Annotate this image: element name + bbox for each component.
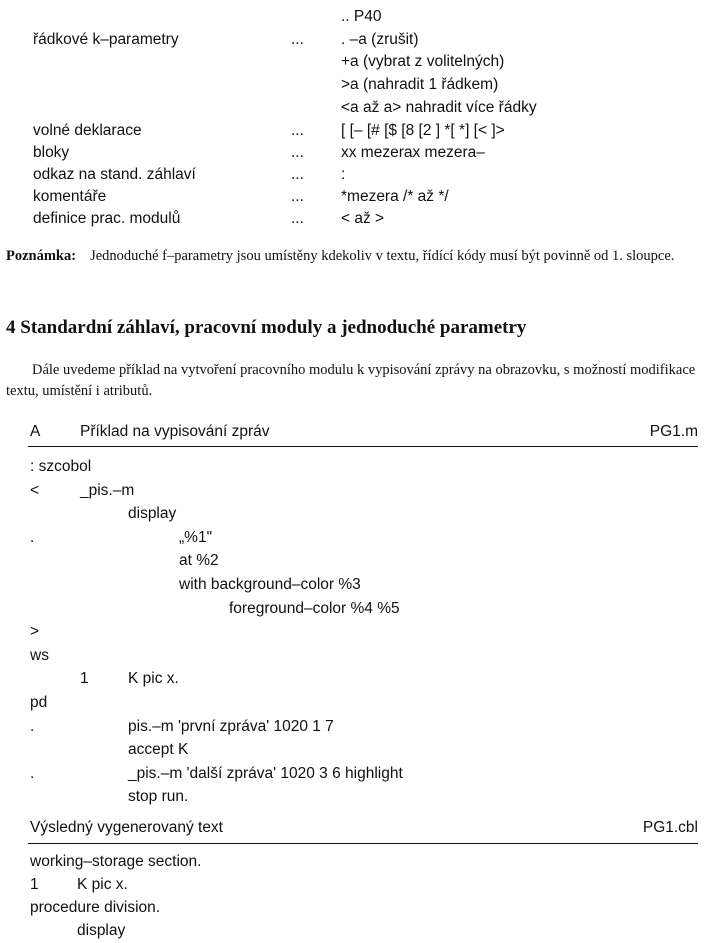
parameter-dots: ... [291,166,304,183]
code-line [0,620,705,643]
param-top-value: .. P40 [341,8,382,25]
code-token: K pic x. [128,670,179,687]
code-line [0,526,705,549]
parameter-dots: ... [291,31,304,48]
code-token: . [30,718,35,735]
result-divider [28,843,698,844]
result-filename: PG1.cbl [642,819,698,836]
parameter-value: : [341,166,346,183]
note-paragraph [6,246,696,267]
code-line [0,573,705,596]
section-heading: 4 Standardní záhlaví, pracovní moduly a jednoduché parametry [6,317,527,338]
parameter-value: < až > [341,210,385,227]
code-token: with background–color %3 [179,576,361,593]
parameter-row [0,141,705,163]
code-token: stop run. [128,788,189,805]
example-title: Příklad na vypisování zpráv [80,423,270,440]
code-token: K pic x. [77,876,128,893]
code-line [0,667,705,690]
parameter-label: volné deklarace [33,122,142,139]
parameter-label: komentáře [33,188,107,205]
code-token: pis.–m 'první zpráva' 1020 1 7 [128,718,334,735]
parameter-row [0,207,705,229]
parameter-label: definice prac. modulů [33,210,181,227]
parameter-dots: ... [291,210,304,227]
parameter-dots: ... [291,144,304,161]
code-line [0,644,705,667]
parameter-value: xx mezerax mezera– [341,144,485,161]
code-line [0,762,705,785]
code-line [0,785,705,808]
parameter-row [0,185,705,207]
result-line [0,873,705,896]
code-token: _pis.–m 'další zpráva' 1020 3 6 highlight [128,765,403,782]
result-title: Výsledný vygenerovaný text [30,819,223,836]
code-token: accept K [128,741,189,758]
parameter-row [0,163,705,185]
parameter-row [0,28,705,50]
example-letter: A [30,423,41,440]
parameter-label: řádkové k–parametry [33,31,179,48]
code-line [0,455,705,478]
result-line [0,919,705,942]
parameter-label: odkaz na stand. záhlaví [33,166,196,183]
parameter-value: <a až a> nahradit více řádky [341,99,537,116]
code-line [0,549,705,572]
code-token: ws [30,647,49,664]
code-token: procedure division. [30,899,161,916]
code-token: _pis.–m [80,482,135,499]
parameter-label: bloky [33,144,70,161]
code-token: „%1" [179,529,213,546]
example-filename: PG1.m [649,423,698,440]
code-token: > [30,623,40,640]
parameter-dots: ... [291,188,304,205]
result-line [0,850,705,873]
code-line [0,715,705,738]
result-header [30,816,698,846]
section-intro: Dále uvedeme příklad na vytvoření pracovního modulu k vypisování zprávy na obrazovku, s možností modifikace textu, umístění i atributů. [6,362,696,399]
example-divider [28,446,698,447]
code-token: pd [30,694,48,711]
note-label: Poznámka: [6,248,77,264]
code-token: display [128,505,177,522]
parameter-row [0,119,705,141]
code-token: foreground–color %4 %5 [229,600,400,617]
code-token: working–storage section. [30,853,202,870]
code-token: . [30,529,35,546]
parameter-value: +a (vybrat z volitelných) [341,53,505,70]
parameter-value: . –a (zrušit) [341,31,419,48]
code-token: : szcobol [30,458,92,475]
code-token: < [30,482,40,499]
code-token: 1 [80,670,89,687]
code-line [0,502,705,525]
code-line [0,738,705,761]
code-token: at %2 [179,552,219,569]
code-token: display [77,922,126,939]
code-line [0,691,705,714]
code-token: 1 [30,876,39,893]
parameter-dots: ... [291,122,304,139]
note-text: Jednoduché f–parametry jsou umístěny kdekoliv v textu, řídící kódy musí být povinně od 1. sloupce. [90,248,675,264]
parameter-value: *mezera /* až */ [341,188,449,205]
parameter-row [0,73,705,95]
parameter-value: >a (nahradit 1 řádkem) [341,76,499,93]
code-line [0,597,705,620]
result-line [0,896,705,919]
code-token: . [30,765,35,782]
parameter-value: [ [– [# [$ [8 [2 ] *[ *] [< ]> [341,122,505,139]
parameter-row [0,96,705,118]
parameter-row [0,50,705,72]
code-line [0,479,705,502]
